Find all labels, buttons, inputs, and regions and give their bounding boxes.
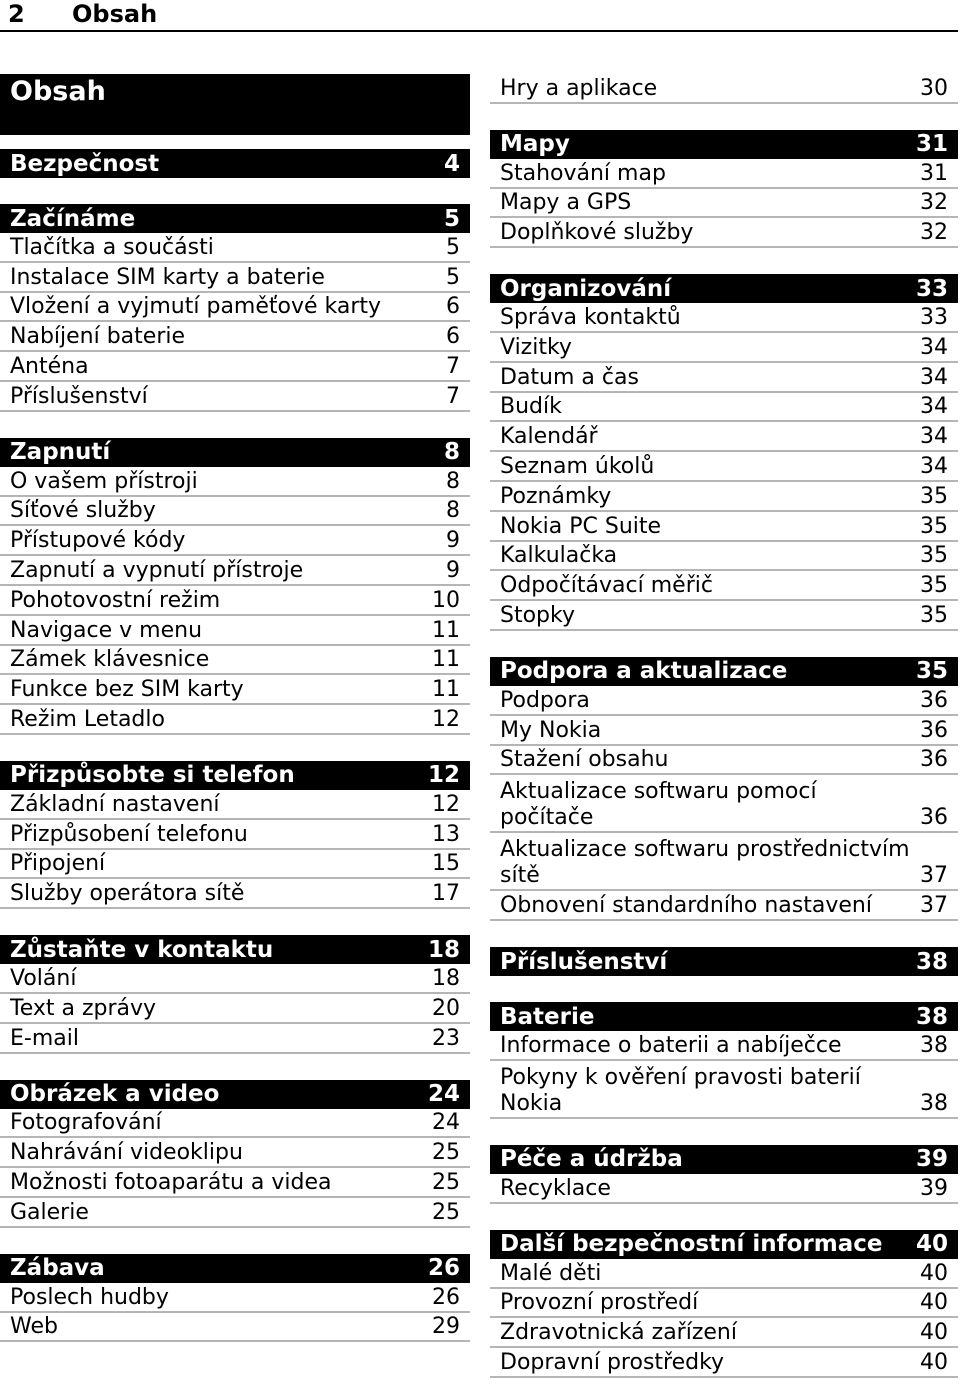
toc-entry[interactable] xyxy=(490,1061,958,1119)
toc-entry[interactable] xyxy=(490,74,958,104)
toc-page-number: 40 xyxy=(920,1260,948,1286)
toc-section-heading[interactable] xyxy=(490,657,958,686)
toc-entry[interactable] xyxy=(490,775,958,833)
toc-entry[interactable] xyxy=(0,879,470,909)
toc-entry-label: Malé děti xyxy=(500,1260,602,1286)
toc-entry[interactable] xyxy=(490,159,958,189)
spacer xyxy=(0,909,470,935)
spacer xyxy=(0,135,470,149)
toc-entry[interactable] xyxy=(490,716,958,746)
toc-page-number: 23 xyxy=(432,1025,460,1051)
toc-page-number: 12 xyxy=(432,706,460,732)
toc-entry-label: Nahrávání videoklipu xyxy=(10,1140,243,1166)
toc-entry[interactable] xyxy=(0,994,470,1024)
toc-entry-label: Nabíjení baterie xyxy=(10,324,186,350)
toc-page-number: 40 xyxy=(915,1231,948,1258)
toc-page-number: 5 xyxy=(446,234,460,260)
toc-entry[interactable] xyxy=(0,233,470,263)
toc-entry[interactable] xyxy=(0,263,470,293)
toc-page-number: 29 xyxy=(432,1314,460,1340)
toc-entry[interactable] xyxy=(0,1168,470,1198)
spacer xyxy=(0,412,470,438)
spacer xyxy=(0,1054,470,1080)
toc-entry-label: Další bezpečnostní informace xyxy=(500,1231,883,1258)
toc-entry-label: Budík xyxy=(500,394,562,420)
toc-page-number: 11 xyxy=(432,677,460,703)
toc-entry-label: Přístupové kódy xyxy=(10,528,186,554)
toc-page-number: 15 xyxy=(432,851,460,877)
toc-entry-label: Mapy xyxy=(500,131,570,158)
toc-page-number: 35 xyxy=(920,602,948,628)
toc-page-number: 6 xyxy=(446,324,460,350)
toc-page-number: 8 xyxy=(446,468,460,494)
toc-entry[interactable] xyxy=(490,189,958,219)
toc-section-heading[interactable] xyxy=(0,438,470,467)
toc-page-number: 11 xyxy=(432,617,460,643)
toc-page-number: 6 xyxy=(446,294,460,320)
toc-entry-label: Zdravotnická zařízení xyxy=(500,1320,737,1346)
toc-entry-label: Základní nastavení xyxy=(10,791,220,817)
toc-page-number: 34 xyxy=(920,334,948,360)
spacer xyxy=(490,1119,958,1145)
toc-page-number: 38 xyxy=(915,948,948,975)
toc-entry-label: Bezpečnost xyxy=(10,150,160,177)
toc-page-number: 39 xyxy=(915,1146,948,1173)
toc-entry-label: Nokia PC Suite xyxy=(500,513,662,539)
spacer xyxy=(490,248,958,274)
toc-entry-label: Seznam úkolů xyxy=(500,453,655,479)
toc-entry-label: Připojení xyxy=(10,851,106,877)
toc-entry-label: Hry a aplikace xyxy=(500,75,658,101)
toc-section-heading[interactable] xyxy=(0,761,470,790)
toc-entry-label: Poznámky xyxy=(500,483,612,509)
toc-entry[interactable] xyxy=(0,850,470,880)
toc-entry-label: Provozní prostředí xyxy=(500,1290,699,1316)
toc-page-number: 13 xyxy=(432,821,460,847)
toc-entry-label: Správa kontaktů xyxy=(500,304,681,330)
toc-entry-label: Instalace SIM karty a baterie xyxy=(10,264,325,290)
toc-entry-label: Recyklace xyxy=(500,1175,611,1201)
toc-page-number: 35 xyxy=(915,658,948,685)
toc-entry-label: Text a zprávy xyxy=(10,995,157,1021)
toc-entry[interactable] xyxy=(0,382,470,412)
toc-entry-label: Dopravní prostředky xyxy=(500,1349,725,1375)
toc-page-number: 10 xyxy=(432,587,460,613)
toc-page-number: 32 xyxy=(920,220,948,246)
toc-section-heading[interactable] xyxy=(0,1254,470,1283)
toc-page-number: 34 xyxy=(920,364,948,390)
spacer xyxy=(490,976,958,1002)
toc-entry[interactable] xyxy=(490,542,958,572)
toc-list-right xyxy=(490,74,958,1378)
toc-entry-label: Informace o baterii a nabíječce xyxy=(500,1032,842,1058)
toc-entry-label: Web xyxy=(10,1314,58,1340)
toc-page-number: 25 xyxy=(432,1199,460,1225)
toc-entry[interactable] xyxy=(0,1024,470,1054)
toc-page-number: 8 xyxy=(443,439,460,466)
toc-entry[interactable] xyxy=(490,571,958,601)
toc-section-heading[interactable] xyxy=(490,130,958,159)
toc-entry-label: Funkce bez SIM karty xyxy=(10,677,244,703)
toc-entry[interactable] xyxy=(0,964,470,994)
toc-section-heading[interactable] xyxy=(490,1145,958,1174)
toc-section-heading[interactable] xyxy=(0,1080,470,1109)
spacer xyxy=(490,104,958,130)
toc-page-number: 40 xyxy=(920,1349,948,1375)
spacer xyxy=(0,178,470,204)
toc-entry-label: Poslech hudby xyxy=(10,1284,169,1310)
toc-entry[interactable] xyxy=(490,218,958,248)
toc-page-number: 11 xyxy=(432,647,460,673)
toc-page-number: 17 xyxy=(432,881,460,907)
toc-entry[interactable] xyxy=(490,393,958,423)
running-title: Obsah xyxy=(72,0,158,28)
running-header xyxy=(0,0,958,32)
toc-entry[interactable] xyxy=(490,333,958,363)
toc-page-number: 18 xyxy=(432,965,460,991)
toc-section-heading[interactable] xyxy=(490,1002,958,1031)
toc-page-number: 37 xyxy=(920,863,948,889)
toc-entry-label: Zapnutí xyxy=(10,439,111,466)
toc-page-number: 18 xyxy=(427,936,460,963)
toc-entry-label: Mapy a GPS xyxy=(500,190,632,216)
toc-entry-label: Zapnutí a vypnutí přístroje xyxy=(10,557,304,583)
toc-page-number: 8 xyxy=(446,498,460,524)
toc-entry-label: Organizování xyxy=(500,275,672,302)
toc-entry-label: Tlačítka a součásti xyxy=(10,234,214,260)
toc-page-number: 12 xyxy=(427,762,460,789)
toc-page-number: 25 xyxy=(432,1140,460,1166)
toc-entry[interactable] xyxy=(490,1318,958,1348)
toc-entry-label: Pokyny k ověření pravosti baterií Nokia xyxy=(500,1064,861,1116)
toc-entry[interactable] xyxy=(0,616,470,646)
toc-entry[interactable] xyxy=(490,891,958,921)
toc-page-number: 25 xyxy=(432,1169,460,1195)
toc-page-number: 40 xyxy=(920,1320,948,1346)
toc-page-number: 33 xyxy=(920,304,948,330)
spacer xyxy=(490,631,958,657)
spacer xyxy=(490,1204,958,1230)
toc-entry-label: Stopky xyxy=(500,602,575,628)
toc-page-number: 7 xyxy=(446,383,460,409)
toc-entry-label: Možnosti fotoaparátu a videa xyxy=(10,1169,332,1195)
toc-entry-label: Přizpůsobte si telefon xyxy=(10,762,295,789)
toc-entry-label: Síťové služby xyxy=(10,498,156,524)
toc-entry[interactable] xyxy=(0,1283,470,1313)
toc-page-number: 5 xyxy=(446,264,460,290)
toc-entry[interactable] xyxy=(0,556,470,586)
toc-entry[interactable] xyxy=(490,1174,958,1204)
toc-entry-label: Doplňkové služby xyxy=(500,220,694,246)
toc-page-number: 39 xyxy=(920,1175,948,1201)
toc-entry-label: Příslušenství xyxy=(10,383,148,409)
page-number: 2 xyxy=(8,0,25,28)
toc-entry[interactable] xyxy=(0,293,470,323)
toc-page-number: 35 xyxy=(920,543,948,569)
toc-entry-label: Navigace v menu xyxy=(10,617,203,643)
toc-page-number: 26 xyxy=(427,1255,460,1282)
toc-entry-label: Příslušenství xyxy=(500,948,668,975)
toc-entry-label: E-mail xyxy=(10,1025,79,1051)
toc-entry[interactable] xyxy=(490,422,958,452)
toc-page-number: 31 xyxy=(920,160,948,186)
toc-page-number: 31 xyxy=(915,131,948,158)
toc-entry-label: Podpora xyxy=(500,687,590,713)
toc-section-heading[interactable] xyxy=(490,947,958,976)
toc-page-number: 33 xyxy=(915,275,948,302)
toc-page-number: 26 xyxy=(432,1284,460,1310)
toc-page-number: 24 xyxy=(432,1110,460,1136)
toc-entry-label: Obrázek a video xyxy=(10,1081,220,1108)
toc-page-number: 36 xyxy=(920,687,948,713)
toc-page-number: 20 xyxy=(432,995,460,1021)
toc-entry[interactable] xyxy=(0,1198,470,1228)
toc-entry-label: My Nokia xyxy=(500,717,602,743)
toc-entry[interactable] xyxy=(0,586,470,616)
toc-entry[interactable] xyxy=(0,322,470,352)
toc-entry-label: Stažení obsahu xyxy=(500,747,669,773)
toc-section-heading[interactable] xyxy=(0,149,470,178)
spacer xyxy=(0,1228,470,1254)
toc-entry-label: Služby operátora sítě xyxy=(10,881,245,907)
toc-entry-label: Přizpůsobení telefonu xyxy=(10,821,248,847)
toc-entry-label: Fotografování xyxy=(10,1110,162,1136)
toc-section-heading[interactable] xyxy=(490,1230,958,1259)
toc-heading: Obsah xyxy=(0,74,470,135)
toc-entry[interactable] xyxy=(490,512,958,542)
toc-section-heading[interactable] xyxy=(0,935,470,964)
toc-entry[interactable] xyxy=(0,352,470,382)
toc-entry[interactable] xyxy=(0,820,470,850)
toc-page-number: 12 xyxy=(432,791,460,817)
toc-page-number: 9 xyxy=(446,557,460,583)
toc-entry-label: Aktualizace softwaru prostřednictvím sítě xyxy=(500,837,910,889)
toc-entry[interactable] xyxy=(490,1259,958,1289)
toc-page-number: 24 xyxy=(427,1081,460,1108)
toc-page-number: 4 xyxy=(443,150,460,177)
toc-page-number: 5 xyxy=(443,205,460,232)
toc-entry-label: Obnovení standardního nastavení xyxy=(500,893,872,919)
toc-section-heading[interactable] xyxy=(490,274,958,303)
toc-entry[interactable] xyxy=(0,790,470,820)
toc-entry[interactable] xyxy=(490,1031,958,1061)
toc-entry-label: Pohotovostní režim xyxy=(10,587,221,613)
toc-list-left xyxy=(0,149,470,1342)
toc-entry[interactable] xyxy=(490,833,958,891)
toc-entry[interactable] xyxy=(0,646,470,676)
toc-entry[interactable] xyxy=(0,705,470,735)
toc-column-right xyxy=(490,74,958,1378)
toc-page-number: 30 xyxy=(920,75,948,101)
toc-page-number: 40 xyxy=(920,1290,948,1316)
toc-entry-label: Datum a čas xyxy=(500,364,639,390)
spacer xyxy=(490,921,958,947)
spacer xyxy=(0,735,470,761)
toc-entry[interactable] xyxy=(490,363,958,393)
toc-page-number: 32 xyxy=(920,190,948,216)
toc-entry-label: Vizitky xyxy=(500,334,572,360)
toc-entry[interactable] xyxy=(490,1289,958,1319)
toc-entry[interactable] xyxy=(0,497,470,527)
toc-entry-label: Baterie xyxy=(500,1003,595,1030)
toc-entry[interactable] xyxy=(490,746,958,776)
toc-entry[interactable] xyxy=(490,482,958,512)
toc-entry[interactable] xyxy=(0,1138,470,1168)
toc-entry-label: Stahování map xyxy=(500,160,666,186)
toc-page-number: 36 xyxy=(920,717,948,743)
toc-entry-label: Začínáme xyxy=(10,205,136,232)
toc-page-number: 34 xyxy=(920,453,948,479)
toc-entry[interactable] xyxy=(490,452,958,482)
toc-entry-label: Kalkulačka xyxy=(500,543,618,569)
toc-entry-label: Zámek klávesnice xyxy=(10,647,210,673)
toc-entry-label: Režim Letadlo xyxy=(10,706,165,732)
toc-page-number: 36 xyxy=(920,805,948,831)
toc-page-number: 34 xyxy=(920,424,948,450)
toc-entry[interactable] xyxy=(490,303,958,333)
toc-page-number: 35 xyxy=(920,573,948,599)
toc-page-number: 35 xyxy=(920,513,948,539)
toc-entry-label: Galerie xyxy=(10,1199,89,1225)
toc-entry[interactable] xyxy=(490,1348,958,1378)
toc-page-number: 38 xyxy=(920,1032,948,1058)
toc-entry-label: Anténa xyxy=(10,353,89,379)
toc-entry[interactable] xyxy=(0,467,470,497)
toc-entry-label: Kalendář xyxy=(500,424,598,450)
toc-page-number: 38 xyxy=(920,1090,948,1116)
toc-entry-label: Péče a údržba xyxy=(500,1146,683,1173)
toc-entry-label: Podpora a aktualizace xyxy=(500,658,788,685)
toc-entry-label: Volání xyxy=(10,965,77,991)
toc-page-number: 36 xyxy=(920,747,948,773)
toc-page-number: 34 xyxy=(920,394,948,420)
toc-entry-label: Vložení a vyjmutí paměťové karty xyxy=(10,294,382,320)
toc-entry[interactable] xyxy=(0,526,470,556)
toc-entry-label: Zábava xyxy=(10,1255,105,1282)
toc-entry[interactable] xyxy=(0,1109,470,1139)
toc-entry[interactable] xyxy=(490,601,958,631)
toc-entry[interactable] xyxy=(490,686,958,716)
toc-entry-label: Aktualizace softwaru pomocí počítače xyxy=(500,779,817,831)
toc-entry-label: O vašem přístroji xyxy=(10,468,198,494)
toc-entry[interactable] xyxy=(0,675,470,705)
toc-page-number: 7 xyxy=(446,353,460,379)
toc-column-left xyxy=(0,74,470,1342)
toc-section-heading[interactable] xyxy=(0,204,470,233)
toc-page-number: 35 xyxy=(920,483,948,509)
toc-page-number: 38 xyxy=(915,1003,948,1030)
toc-entry[interactable] xyxy=(0,1313,470,1343)
toc-page-number: 37 xyxy=(920,893,948,919)
toc-page-number: 9 xyxy=(446,528,460,554)
toc-entry-label: Zůstaňte v kontaktu xyxy=(10,936,274,963)
toc-entry-label: Odpočítávací měřič xyxy=(500,573,713,599)
